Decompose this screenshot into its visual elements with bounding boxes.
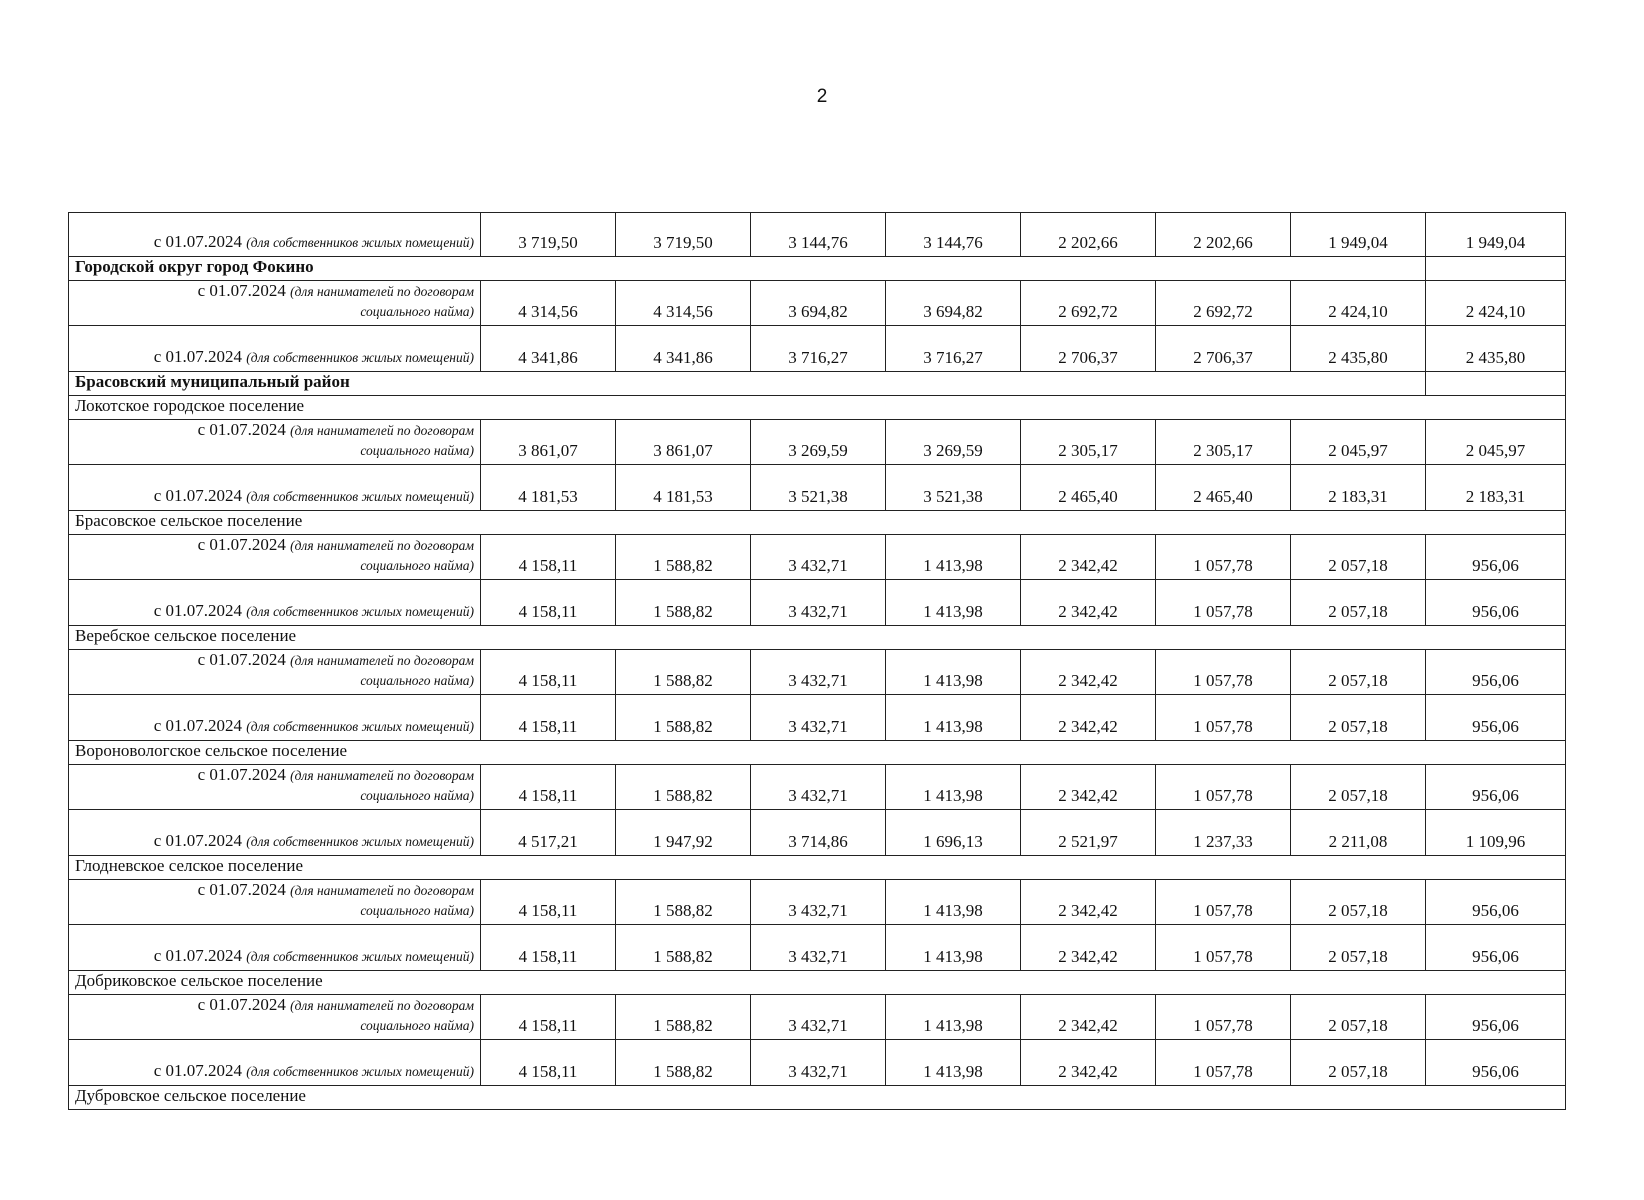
value-cell: 2 342,42 xyxy=(1021,1040,1156,1086)
value-cell: 1 588,82 xyxy=(616,580,751,626)
row-label-date: с 01.07.2024 xyxy=(153,946,247,965)
value-cell: 2 342,42 xyxy=(1021,535,1156,580)
value-cell: 3 432,71 xyxy=(751,765,886,810)
row-label-note: (для собственников жилых помещений) xyxy=(246,1064,474,1079)
value-cell: 1 949,04 xyxy=(1426,213,1566,257)
value-cell: 1 057,78 xyxy=(1156,650,1291,695)
section-title-text: Веребское сельское поселение xyxy=(75,626,297,645)
value-cell: 956,06 xyxy=(1426,765,1566,810)
value-cell: 1 588,82 xyxy=(616,995,751,1040)
section-row xyxy=(69,372,1566,396)
value-cell: 2 057,18 xyxy=(1291,695,1426,741)
row-label-note: (для нанимателей по договорам xyxy=(290,653,474,668)
value-cell: 2 057,18 xyxy=(1291,580,1426,626)
value-cell: 1 588,82 xyxy=(616,925,751,971)
value-cell: 1 413,98 xyxy=(886,995,1021,1040)
row-label-note-cont: социального найма) xyxy=(360,903,474,918)
row-label-note: (для собственников жилых помещений) xyxy=(246,834,474,849)
value-cell: 1 588,82 xyxy=(616,1040,751,1086)
row-label xyxy=(69,1040,481,1086)
value-cell: 2 692,72 xyxy=(1156,281,1291,326)
row-label xyxy=(69,420,481,465)
value-cell: 2 706,37 xyxy=(1156,326,1291,372)
section-title-text: Добриковское сельское поселение xyxy=(75,971,323,990)
value-cell: 4 158,11 xyxy=(481,695,616,741)
value-cell: 1 057,78 xyxy=(1156,580,1291,626)
value-cell: 4 314,56 xyxy=(481,281,616,326)
empty-cell xyxy=(1426,372,1566,396)
row-label-note-cont: социального найма) xyxy=(360,788,474,803)
row-label-note: (для собственников жилых помещений) xyxy=(246,235,474,250)
value-cell: 1 413,98 xyxy=(886,695,1021,741)
value-cell: 2 057,18 xyxy=(1291,650,1426,695)
value-cell: 4 158,11 xyxy=(481,535,616,580)
row-label-note-cont: социального найма) xyxy=(360,1018,474,1033)
value-cell: 2 211,08 xyxy=(1291,810,1426,856)
table-row xyxy=(69,281,1566,326)
value-cell: 4 158,11 xyxy=(481,650,616,695)
value-cell: 1 237,33 xyxy=(1156,810,1291,856)
value-cell: 4 158,11 xyxy=(481,995,616,1040)
value-cell: 2 202,66 xyxy=(1156,213,1291,257)
section-title xyxy=(69,971,1566,995)
row-label xyxy=(69,326,481,372)
row-label-date: с 01.07.2024 xyxy=(153,716,247,735)
value-cell: 4 158,11 xyxy=(481,880,616,925)
section-title xyxy=(69,1086,1566,1110)
value-cell: 1 057,78 xyxy=(1156,925,1291,971)
section-title xyxy=(69,741,1566,765)
row-label-date: с 01.07.2024 xyxy=(153,601,247,620)
value-cell: 3 144,76 xyxy=(751,213,886,257)
value-cell: 1 696,13 xyxy=(886,810,1021,856)
value-cell: 2 305,17 xyxy=(1156,420,1291,465)
row-label-note: (для собственников жилых помещений) xyxy=(246,719,474,734)
value-cell: 2 057,18 xyxy=(1291,880,1426,925)
row-label xyxy=(69,995,481,1040)
value-cell: 1 588,82 xyxy=(616,695,751,741)
row-label-line xyxy=(75,650,474,671)
row-label-line xyxy=(75,995,474,1016)
row-label-line xyxy=(75,535,474,556)
section-title xyxy=(69,372,1426,396)
value-cell: 2 342,42 xyxy=(1021,580,1156,626)
table-row xyxy=(69,650,1566,695)
value-cell: 2 435,80 xyxy=(1291,326,1426,372)
section-title xyxy=(69,257,1426,281)
value-cell: 2 045,97 xyxy=(1426,420,1566,465)
section-row xyxy=(69,1086,1566,1110)
value-cell: 2 342,42 xyxy=(1021,925,1156,971)
value-cell: 1 109,96 xyxy=(1426,810,1566,856)
value-cell: 2 706,37 xyxy=(1021,326,1156,372)
value-cell: 2 692,72 xyxy=(1021,281,1156,326)
value-cell: 2 435,80 xyxy=(1426,326,1566,372)
value-cell: 2 342,42 xyxy=(1021,695,1156,741)
value-cell: 1 588,82 xyxy=(616,880,751,925)
table-row xyxy=(69,810,1566,856)
section-title-text: Локотское городское поселение xyxy=(75,396,305,415)
value-cell: 4 181,53 xyxy=(616,465,751,511)
value-cell: 2 057,18 xyxy=(1291,765,1426,810)
value-cell: 3 521,38 xyxy=(886,465,1021,511)
value-cell: 2 521,97 xyxy=(1021,810,1156,856)
value-cell: 956,06 xyxy=(1426,535,1566,580)
value-cell: 1 413,98 xyxy=(886,925,1021,971)
value-cell: 2 057,18 xyxy=(1291,925,1426,971)
value-cell: 4 341,86 xyxy=(616,326,751,372)
row-label xyxy=(69,880,481,925)
section-title-text: Брасовский муниципальный район xyxy=(75,372,350,391)
row-label-note-cont: социального найма) xyxy=(360,673,474,688)
row-label-note: (для нанимателей по договорам xyxy=(290,883,474,898)
row-label-note: (для собственников жилых помещений) xyxy=(246,604,474,619)
value-cell: 2 342,42 xyxy=(1021,650,1156,695)
section-title xyxy=(69,396,1566,420)
row-label xyxy=(69,281,481,326)
value-cell: 2 057,18 xyxy=(1291,1040,1426,1086)
value-cell: 3 269,59 xyxy=(886,420,1021,465)
section-row xyxy=(69,511,1566,535)
table-row xyxy=(69,535,1566,580)
row-label-date: с 01.07.2024 xyxy=(197,880,291,899)
value-cell: 3 719,50 xyxy=(616,213,751,257)
value-cell: 4 158,11 xyxy=(481,765,616,810)
value-cell: 1 947,92 xyxy=(616,810,751,856)
value-cell: 4 158,11 xyxy=(481,925,616,971)
value-cell: 2 342,42 xyxy=(1021,880,1156,925)
table-row xyxy=(69,326,1566,372)
value-cell: 2 183,31 xyxy=(1291,465,1426,511)
section-row xyxy=(69,741,1566,765)
table-row xyxy=(69,880,1566,925)
row-label-line xyxy=(75,880,474,901)
row-label-note-cont: социального найма) xyxy=(360,558,474,573)
value-cell: 3 432,71 xyxy=(751,535,886,580)
row-label-line xyxy=(75,281,474,302)
value-cell: 1 057,78 xyxy=(1156,695,1291,741)
value-cell: 2 342,42 xyxy=(1021,765,1156,810)
row-label xyxy=(69,810,481,856)
value-cell: 4 158,11 xyxy=(481,1040,616,1086)
row-label-note: (для собственников жилых помещений) xyxy=(246,350,474,365)
section-row xyxy=(69,856,1566,880)
value-cell: 956,06 xyxy=(1426,995,1566,1040)
row-label-date: с 01.07.2024 xyxy=(153,232,247,251)
table-row xyxy=(69,925,1566,971)
table-row xyxy=(69,580,1566,626)
value-cell: 3 432,71 xyxy=(751,925,886,971)
value-cell: 3 432,71 xyxy=(751,695,886,741)
value-cell: 2 202,66 xyxy=(1021,213,1156,257)
value-cell: 956,06 xyxy=(1426,650,1566,695)
section-row xyxy=(69,396,1566,420)
value-cell: 4 517,21 xyxy=(481,810,616,856)
table-row xyxy=(69,1040,1566,1086)
value-cell: 3 432,71 xyxy=(751,650,886,695)
value-cell: 3 269,59 xyxy=(751,420,886,465)
value-cell: 4 158,11 xyxy=(481,580,616,626)
value-cell: 1 057,78 xyxy=(1156,765,1291,810)
row-label-note: (для собственников жилых помещений) xyxy=(246,489,474,504)
table-row xyxy=(69,995,1566,1040)
value-cell: 2 045,97 xyxy=(1291,420,1426,465)
value-cell: 2 424,10 xyxy=(1426,281,1566,326)
row-label-date: с 01.07.2024 xyxy=(197,995,291,1014)
row-label xyxy=(69,765,481,810)
row-label xyxy=(69,650,481,695)
row-label-date: с 01.07.2024 xyxy=(153,486,247,505)
row-label-note: (для собственников жилых помещений) xyxy=(246,949,474,964)
value-cell: 3 144,76 xyxy=(886,213,1021,257)
value-cell: 956,06 xyxy=(1426,695,1566,741)
row-label-note: (для нанимателей по договорам xyxy=(290,284,474,299)
section-title-text: Глодневское селское поселение xyxy=(75,856,304,875)
section-title-text: Вороновологское сельское поселение xyxy=(75,741,348,760)
table-row xyxy=(69,465,1566,511)
section-title-text: Брасовское сельское поселение xyxy=(75,511,303,530)
value-cell: 1 588,82 xyxy=(616,650,751,695)
tariff-table xyxy=(68,212,1566,1110)
row-label-note: (для нанимателей по договорам xyxy=(290,423,474,438)
table-row xyxy=(69,213,1566,257)
row-label xyxy=(69,580,481,626)
row-label-date: с 01.07.2024 xyxy=(153,831,247,850)
value-cell: 3 716,27 xyxy=(886,326,1021,372)
value-cell: 1 057,78 xyxy=(1156,535,1291,580)
value-cell: 4 181,53 xyxy=(481,465,616,511)
section-title xyxy=(69,626,1566,650)
row-label xyxy=(69,535,481,580)
row-label xyxy=(69,465,481,511)
value-cell: 1 413,98 xyxy=(886,1040,1021,1086)
value-cell: 2 342,42 xyxy=(1021,995,1156,1040)
table-row xyxy=(69,695,1566,741)
row-label-date: с 01.07.2024 xyxy=(197,765,291,784)
value-cell: 2 424,10 xyxy=(1291,281,1426,326)
value-cell: 3 716,27 xyxy=(751,326,886,372)
value-cell: 2 183,31 xyxy=(1426,465,1566,511)
value-cell: 3 719,50 xyxy=(481,213,616,257)
value-cell: 1 413,98 xyxy=(886,580,1021,626)
empty-cell xyxy=(1426,257,1566,281)
value-cell: 4 341,86 xyxy=(481,326,616,372)
value-cell: 1 413,98 xyxy=(886,880,1021,925)
value-cell: 4 314,56 xyxy=(616,281,751,326)
row-label-note: (для нанимателей по договорам xyxy=(290,768,474,783)
section-row xyxy=(69,626,1566,650)
row-label-date: с 01.07.2024 xyxy=(197,535,291,554)
row-label xyxy=(69,213,481,257)
table-row xyxy=(69,420,1566,465)
row-label-date: с 01.07.2024 xyxy=(153,347,247,366)
row-label xyxy=(69,695,481,741)
value-cell: 3 432,71 xyxy=(751,995,886,1040)
value-cell: 3 521,38 xyxy=(751,465,886,511)
row-label-date: с 01.07.2024 xyxy=(197,281,291,300)
value-cell: 2 057,18 xyxy=(1291,995,1426,1040)
value-cell: 1 949,04 xyxy=(1291,213,1426,257)
value-cell: 1 057,78 xyxy=(1156,995,1291,1040)
value-cell: 2 057,18 xyxy=(1291,535,1426,580)
row-label-line xyxy=(75,765,474,786)
row-label-date: с 01.07.2024 xyxy=(153,1061,247,1080)
table-row xyxy=(69,765,1566,810)
value-cell: 3 861,07 xyxy=(616,420,751,465)
value-cell: 1 413,98 xyxy=(886,765,1021,810)
row-label-date: с 01.07.2024 xyxy=(197,420,291,439)
row-label-note: (для нанимателей по договорам xyxy=(290,998,474,1013)
value-cell: 3 432,71 xyxy=(751,580,886,626)
row-label-note-cont: социального найма) xyxy=(360,443,474,458)
row-label-note: (для нанимателей по договорам xyxy=(290,538,474,553)
section-title-text: Городской округ город Фокино xyxy=(75,257,314,276)
section-title-text: Дубровское сельское поселение xyxy=(75,1086,306,1105)
section-title xyxy=(69,511,1566,535)
value-cell: 1 413,98 xyxy=(886,535,1021,580)
section-title xyxy=(69,856,1566,880)
value-cell: 956,06 xyxy=(1426,925,1566,971)
page-number: 2 xyxy=(816,86,828,107)
row-label-note-cont: социального найма) xyxy=(360,304,474,319)
row-label xyxy=(69,925,481,971)
value-cell: 3 432,71 xyxy=(751,1040,886,1086)
row-label-date: с 01.07.2024 xyxy=(197,650,291,669)
value-cell: 3 694,82 xyxy=(886,281,1021,326)
value-cell: 2 465,40 xyxy=(1021,465,1156,511)
value-cell: 1 588,82 xyxy=(616,765,751,810)
value-cell: 3 432,71 xyxy=(751,880,886,925)
value-cell: 956,06 xyxy=(1426,580,1566,626)
section-row xyxy=(69,257,1566,281)
value-cell: 3 861,07 xyxy=(481,420,616,465)
row-label-line xyxy=(75,420,474,441)
value-cell: 3 714,86 xyxy=(751,810,886,856)
value-cell: 956,06 xyxy=(1426,880,1566,925)
value-cell: 1 588,82 xyxy=(616,535,751,580)
value-cell: 2 305,17 xyxy=(1021,420,1156,465)
value-cell: 3 694,82 xyxy=(751,281,886,326)
value-cell: 956,06 xyxy=(1426,1040,1566,1086)
value-cell: 1 413,98 xyxy=(886,650,1021,695)
value-cell: 2 465,40 xyxy=(1156,465,1291,511)
value-cell: 1 057,78 xyxy=(1156,1040,1291,1086)
value-cell: 1 057,78 xyxy=(1156,880,1291,925)
section-row xyxy=(69,971,1566,995)
